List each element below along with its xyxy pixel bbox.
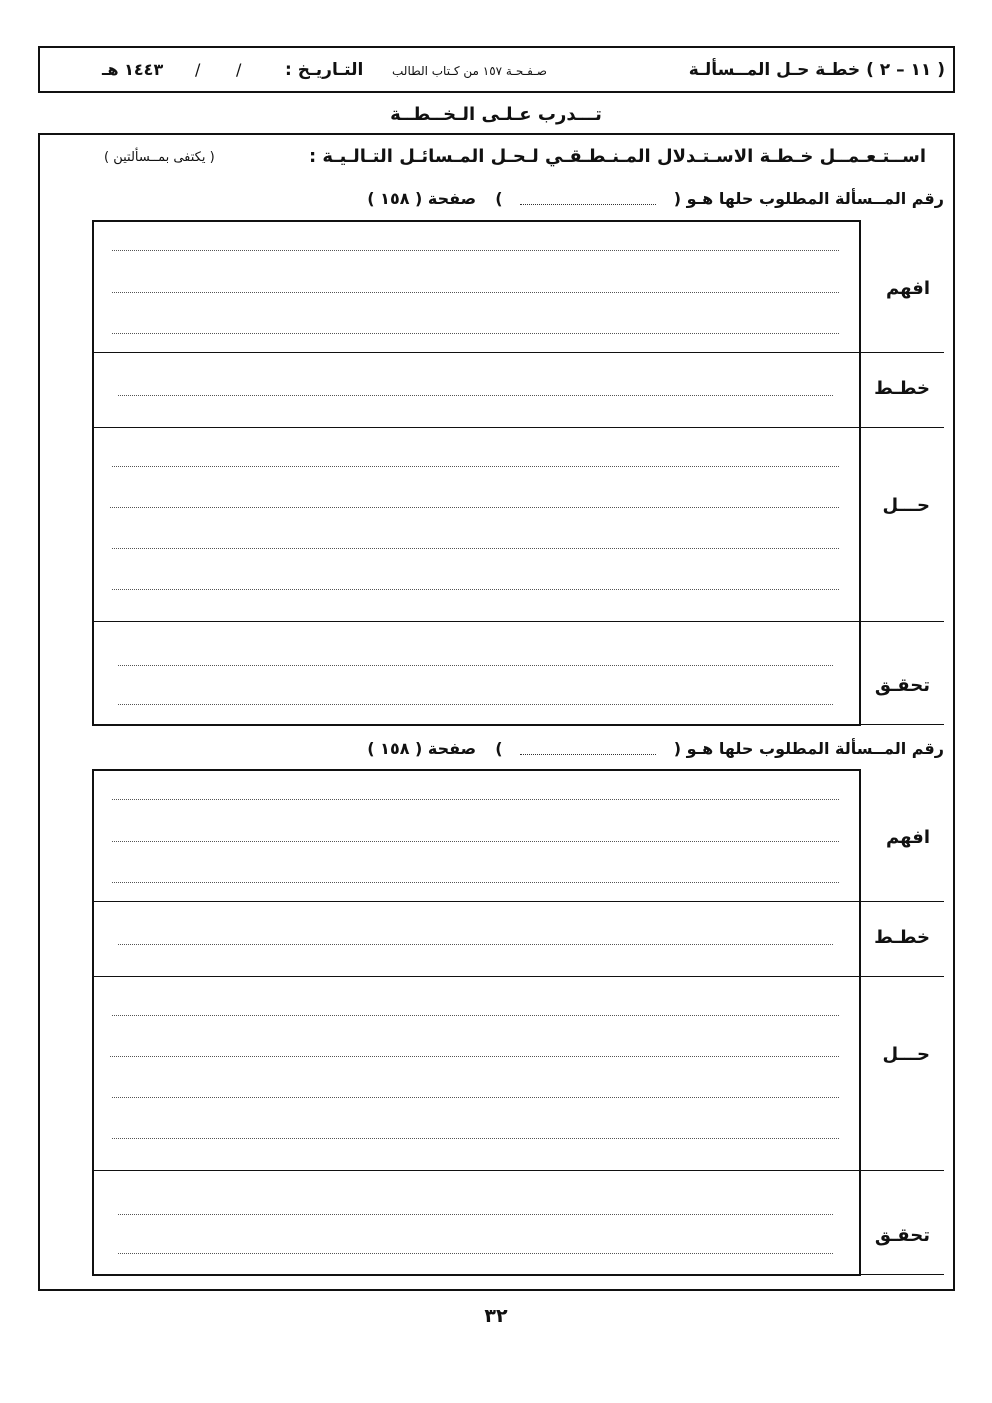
answer-line[interactable] [110,1056,839,1057]
answer-line[interactable] [118,665,833,666]
stage-label-plan: خطـط [874,378,930,399]
hijri-year: ١٤٤٣ هـ [102,60,164,79]
page-number: ٣٢ [484,1305,508,1327]
answer-line[interactable] [112,333,839,334]
answer-line[interactable] [112,882,839,883]
stage-divider [92,1274,944,1275]
stage-label-understand: افهم [886,278,930,299]
stage-divider [92,427,944,428]
answer-line[interactable] [112,1015,839,1016]
problem-number-line [367,189,944,208]
answer-line[interactable] [112,1138,839,1139]
problem-page-ref: صفحة ( ١٥٨ ) [367,189,477,208]
stage-divider [92,352,944,353]
answer-line[interactable] [118,395,833,396]
header-bar [38,46,955,93]
date-separator: / [236,60,242,79]
problem-label: رقم المــسألة المطلوب حلها هـو ( [673,739,944,758]
stage-label-solve: حـــل [882,495,930,516]
answer-line[interactable] [110,507,839,508]
plan-frame [92,769,861,1276]
stage-label-plan: خطـط [874,927,930,948]
plan-frame [92,220,861,726]
answer-line[interactable] [118,704,833,705]
problem-label: رقم المــسألة المطلوب حلها هـو ( [673,189,944,208]
answer-line[interactable] [112,250,839,251]
plan-box [92,769,944,1276]
answer-line[interactable] [112,1097,839,1098]
problem-page-ref: صفحة ( ١٥٨ ) [367,739,477,758]
stage-divider [92,724,944,725]
stage-label-understand: افهم [886,827,930,848]
answer-line[interactable] [112,589,839,590]
answer-line[interactable] [112,548,839,549]
textbook-page-ref: صـفـحـة ١٥٧ من كـتاب الطالب [392,64,547,78]
problem-number-field[interactable] [520,195,656,205]
plan-box [92,220,944,726]
date-label: التـاريـخ : [285,60,364,80]
stage-label-solve: حـــل [882,1044,930,1065]
date-separator: / [195,60,201,79]
stage-divider [92,621,944,622]
answer-line[interactable] [112,466,839,467]
instruction-text: اســتـعـمــل خـطـة الاسـتـدلال المـنـطـقـي لـحـل المـسائـل التـالـيـة : [308,146,926,167]
answer-line[interactable] [118,1253,833,1254]
stage-label-check: تحقـق [874,675,930,696]
problem-number-line [367,739,944,758]
answer-line[interactable] [112,799,839,800]
answer-line[interactable] [112,292,839,293]
stage-divider [92,901,944,902]
answer-line[interactable] [112,841,839,842]
problem-number-field[interactable] [520,745,656,755]
problem-close: ) [495,189,503,208]
lesson-title: ( ١١ – ٢ ) خطـة حـل المــسألـة [688,60,945,80]
stage-divider [92,1170,944,1171]
instruction-note: ( يكتفى بمــسألتين ) [104,150,215,165]
problem-close: ) [495,739,503,758]
section-title: تـــدرب عـلـى الـخــطــة [390,104,602,125]
answer-line[interactable] [118,1214,833,1215]
answer-line[interactable] [118,944,833,945]
stage-divider [92,976,944,977]
stage-label-check: تحقـق [874,1225,930,1246]
